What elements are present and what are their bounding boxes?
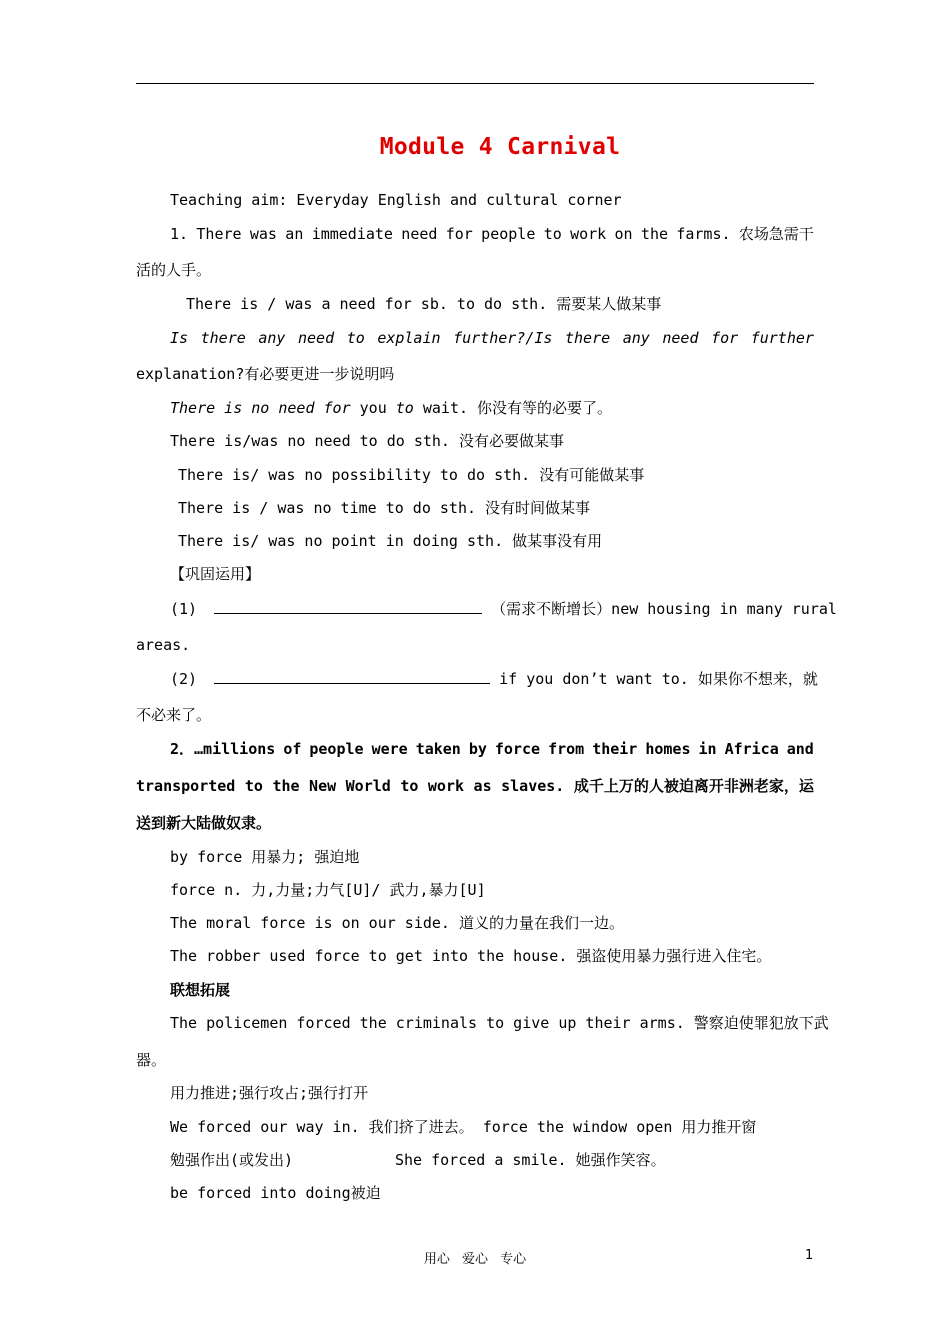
item1-example1-cont: explanation?有必要更进一步说明吗 xyxy=(136,365,395,383)
word: explain xyxy=(377,329,441,347)
practice-q1 xyxy=(170,598,837,619)
word: need xyxy=(298,329,335,347)
word: and xyxy=(786,740,814,758)
word: Africa xyxy=(724,740,779,758)
word: people xyxy=(481,225,536,243)
item2-sentence xyxy=(170,739,814,759)
word: 农场急需干 xyxy=(738,225,814,243)
item2-sentence-cont xyxy=(136,776,814,796)
word: people xyxy=(309,740,364,758)
word: the xyxy=(640,225,669,243)
pattern-no-time: There is / was no time to do sth. 没有时间做某事 xyxy=(178,499,591,517)
item2-sentence-translation: 送到新大陆做奴隶。 xyxy=(136,814,272,832)
word: New xyxy=(309,777,337,795)
practice-heading: 【巩固运用】 xyxy=(170,565,261,583)
push-meaning: 用力推进;强行攻占;强行打开 xyxy=(170,1084,369,1102)
q1-answer-blank[interactable] xyxy=(214,598,482,614)
word: on xyxy=(614,225,633,243)
item1-example1 xyxy=(170,328,814,348)
word: an xyxy=(285,225,304,243)
item1-pattern: There is / was a need for sb. to do sth. 需要某人做某事 xyxy=(186,295,662,313)
word: 1. xyxy=(170,225,189,243)
q1-number: (1) xyxy=(170,600,198,618)
word: by xyxy=(468,740,487,758)
item1-example2 xyxy=(170,398,612,418)
word: there xyxy=(200,329,246,347)
word: slaves. xyxy=(501,777,565,795)
header-rule xyxy=(136,83,814,84)
q1-hint: （需求不断增长）new housing in many rural xyxy=(491,600,837,618)
word: 成千上万的人被迫离开非洲老家，运 xyxy=(573,777,814,795)
practice-q2 xyxy=(170,668,818,689)
push-example: We forced our way in. 我们挤了进去。 force the window open 用力推开窗 xyxy=(170,1118,757,1136)
word: to xyxy=(244,777,263,795)
word: to xyxy=(543,225,562,243)
word: for xyxy=(445,225,473,243)
word: of xyxy=(283,740,302,758)
word: farms. xyxy=(676,225,731,243)
page-number: 1 xyxy=(805,1248,814,1263)
force-noun-definition: force n. 力,力量;力气[U]/ 武力,暴力[U] xyxy=(170,881,486,899)
word: for xyxy=(711,329,739,347)
word: to xyxy=(346,329,365,347)
word: work xyxy=(427,777,465,795)
policemen-example: The policemen forced the criminals to give up their arms. 警察迫使罪犯放下武 xyxy=(170,1014,829,1032)
word: in xyxy=(698,740,717,758)
pattern-no-need: There is/was no need to do sth. 没有必要做某事 xyxy=(170,432,564,450)
smile-meaning: 勉强作出(或发出) xyxy=(170,1151,294,1169)
practice-q1-cont: areas. xyxy=(136,636,191,654)
example2-phrase-c: to xyxy=(395,399,414,417)
word: Is xyxy=(170,329,189,347)
word: taken xyxy=(415,740,461,758)
word: work xyxy=(570,225,607,243)
moral-force-example: The moral force is on our side. 道义的力量在我们一边。 xyxy=(170,914,624,932)
pattern-no-point: There is/ was no point in doing sth. 做某事没有用 xyxy=(178,532,603,550)
teaching-aim: Teaching aim: Everyday English and cultural corner xyxy=(170,191,622,209)
item1-sentence xyxy=(170,224,814,244)
word: any xyxy=(622,329,650,347)
robber-example: The robber used force to get into the house. 强盗使用暴力强行进入住宅。 xyxy=(170,947,772,965)
footer-motto: 用心 爱心 专心 xyxy=(423,1252,527,1267)
word: their xyxy=(592,740,638,758)
word: need xyxy=(662,329,699,347)
q2-answer-blank[interactable] xyxy=(214,668,490,684)
word: immediate xyxy=(311,225,393,243)
expand-heading: 联想拓展 xyxy=(170,981,231,999)
word: as xyxy=(473,777,492,795)
passive-phrase: be forced into doing被迫 xyxy=(170,1184,381,1202)
word: homes xyxy=(645,740,691,758)
q2-number: (2) xyxy=(170,670,198,688)
word: further?/Is xyxy=(453,329,553,347)
word: 2．…millions xyxy=(170,740,276,758)
item1-sentence-cont: 活的人手。 xyxy=(136,261,212,279)
example2-phrase-b: you xyxy=(350,399,396,417)
example2-phrase-a: There is no need for xyxy=(170,399,351,417)
word: need xyxy=(401,225,438,243)
word: transported xyxy=(136,777,236,795)
word: any xyxy=(258,329,286,347)
word: to xyxy=(400,777,419,795)
smile-example: She forced a smile. 她强作笑容。 xyxy=(395,1151,666,1169)
by-force-definition: by force 用暴力; 强迫地 xyxy=(170,848,360,866)
word: force xyxy=(494,740,541,758)
word: there xyxy=(565,329,611,347)
word: the xyxy=(272,777,300,795)
word: was xyxy=(249,225,277,243)
page-title: Module 4 Carnival xyxy=(379,134,621,160)
word: were xyxy=(371,740,408,758)
pattern-no-possibility: There is/ was no possibility to do sth. 没有可能做某事 xyxy=(178,466,645,484)
policemen-example-cont: 器。 xyxy=(136,1051,167,1069)
q2-rest: if you don’t want to. 如果你不想来，就 xyxy=(499,670,818,688)
word: There xyxy=(196,225,242,243)
word: from xyxy=(548,740,585,758)
practice-q2-cont: 不必来了。 xyxy=(136,706,212,724)
word: further xyxy=(750,329,814,347)
example2-phrase-d: wait. 你没有等的必要了。 xyxy=(413,399,613,417)
word: World xyxy=(345,777,391,795)
